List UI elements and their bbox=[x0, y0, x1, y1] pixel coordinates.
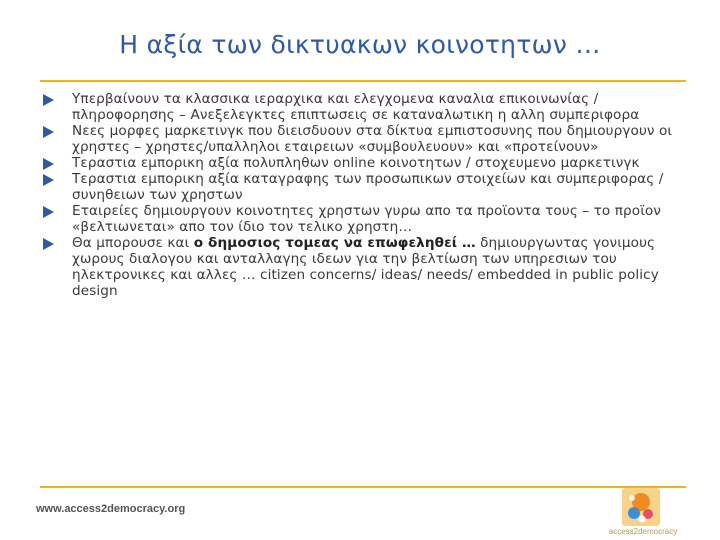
bullet-text-before: Θα μπορουσε και bbox=[72, 235, 194, 251]
bullet-text: Υπερβαίνουν τα κλασσικα ιεραρχικα και ελεγχομενα καναλια επικοινωνίας / πληροφορησης – Ανεξελεγκτες επιπτωσεις σε καταναλωτικη η αλλη συμπεριφορα bbox=[72, 91, 640, 123]
title-divider bbox=[40, 80, 686, 82]
bullet-item bbox=[40, 171, 680, 203]
bullet-text-bold: ο δημοσιος τομεας να επωφεληθεί … bbox=[193, 235, 476, 251]
bullet-item bbox=[40, 203, 680, 235]
bullet-item bbox=[40, 235, 680, 299]
bullet-arrow-icon bbox=[43, 174, 54, 186]
bullet-arrow-icon bbox=[43, 94, 54, 106]
bullet-arrow-icon bbox=[43, 238, 54, 250]
bullet-item bbox=[40, 91, 680, 123]
footer-divider bbox=[40, 486, 686, 488]
bullet-arrow-icon bbox=[43, 206, 54, 218]
footer-url[interactable]: www.access2democracy.org bbox=[36, 503, 186, 515]
bullet-arrow-icon bbox=[43, 126, 54, 138]
bullet-item bbox=[40, 155, 680, 171]
bullet-text: Τεραστια εμπορικη αξία πολυπληθων online κοινοτητων / στοχευμενο μαρκετινγκ bbox=[72, 155, 640, 171]
bullet-text: Νεες μορφες μαρκετινγκ που διεισδυουν στα δίκτυα εμπιστοσυνης που δημιουργουν οι χρηστες – χρηστες/υπαλληλοι εταιρειων «συμβουλευουν» και «προτείνουν» bbox=[72, 123, 673, 155]
bullet-item bbox=[40, 123, 680, 155]
bullet-text-after: δημιουργωντας γονιμους χωρους διαλογου και ανταλλαγης ιδεων για την βελτίωση των υπηρεσιων του ηλεκτρονικες και αλλες … citizen concerns/ ideas/ needs/ embedded in public policy design bbox=[72, 235, 659, 299]
logo-text: access2democracy bbox=[608, 527, 678, 536]
bullet-text: Τεραστια εμπορικη αξία καταγραφης των προσωπικων στοιχείων και συμπεριφορας / συνηθειων των χρηστων bbox=[72, 171, 664, 203]
bullet-list bbox=[40, 91, 680, 299]
bullet-text: Εταιρείες δημιουργουν κοινοτητες χρηστων γυρω απο τα προϊοντα τους – το προϊον «βελτιωνεται» απο τον ίδιο τον τελικο χρηστη… bbox=[72, 203, 661, 235]
bullet-arrow-icon bbox=[43, 158, 54, 170]
slide-title: Η αξία των δικτυακων κοινοτητων … bbox=[119, 30, 601, 59]
